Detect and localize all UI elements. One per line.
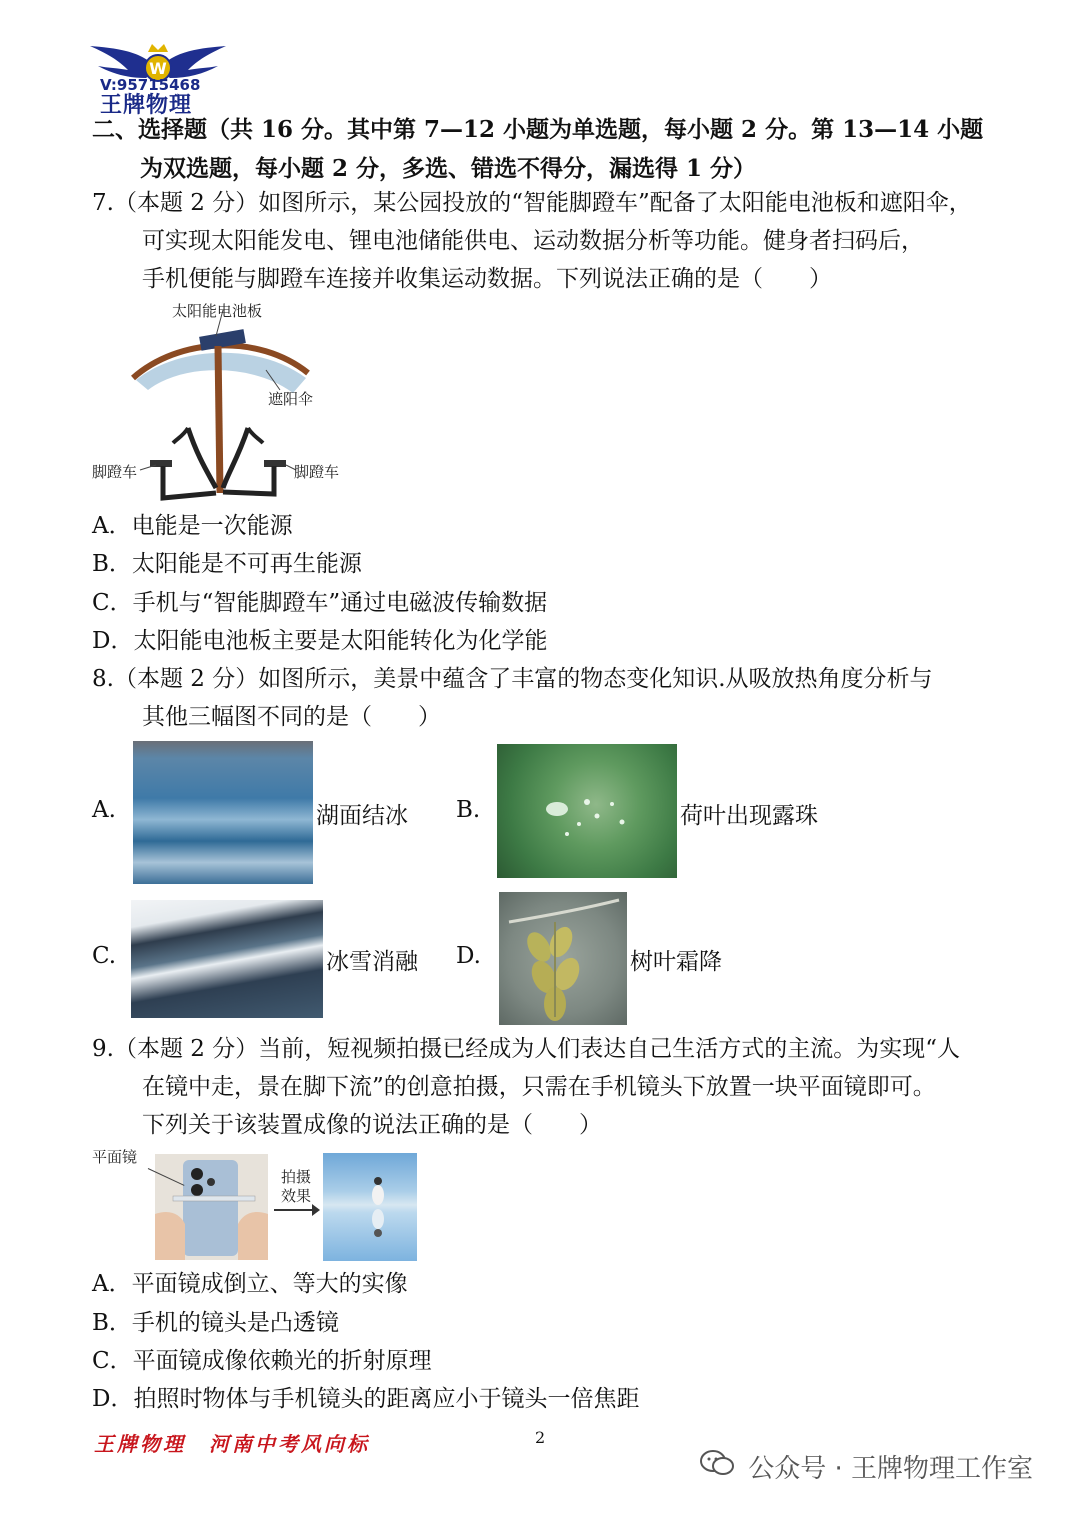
phone-mirror-icon [155, 1154, 268, 1260]
q8-option-b-letter[interactable]: B. [456, 797, 481, 823]
q9-line3: 下列关于该装置成像的说法正确的是（ ） [142, 1112, 602, 1138]
dew-drops-icon [497, 744, 677, 878]
photo-lotus-dew [497, 744, 677, 878]
reflection-figure-icon [323, 1153, 417, 1261]
logo-contact: V:95715468 [100, 76, 201, 94]
photo-ice-snow-melting [131, 900, 323, 1018]
q8-option-b-caption: 荷叶出现露珠 [680, 803, 818, 829]
label-umbrella: 遮阳伞 [268, 390, 314, 408]
question-8-stem [92, 660, 1012, 736]
q9-line1: 9.（本题 2 分）当前，短视频拍摄已经成为人们表达自己生活方式的主流。为实现“人 [92, 1036, 960, 1062]
q7-line1: 7.（本题 2 分）如图所示，某公园投放的“智能脚蹬车”配备了太阳能电池板和遮阳伞， [92, 190, 972, 216]
q9-line2: 在镜中走，景在脚下流”的创意拍摄，只需在手机镜头下放置一块平面镜即可。 [142, 1074, 936, 1100]
wechat-watermark [700, 1448, 1033, 1485]
q7-option-b[interactable]: B．太阳能是不可再生能源 [92, 551, 362, 577]
q8-option-c-caption: 冰雪消融 [326, 949, 418, 975]
photo-mirror-effect [323, 1153, 417, 1261]
q7-option-a[interactable]: A．电能是一次能源 [92, 513, 293, 539]
label-pedal-bike-right: 脚蹬车 [294, 463, 340, 481]
svg-text:W: W [149, 59, 167, 78]
section-heading [92, 110, 1012, 188]
logo-brand-text: 王牌物理 [100, 93, 193, 118]
page-number: 2 [535, 1428, 546, 1447]
label-effect: 效果 [281, 1187, 312, 1205]
q9-option-c[interactable]: C．平面镜成像依赖光的折射原理 [92, 1348, 432, 1374]
arrow-right-icon [312, 1204, 320, 1216]
q8-option-d-caption: 树叶霜降 [630, 949, 722, 975]
q9-option-d[interactable]: D．拍照时物体与手机镜头的距离应小于镜头一倍焦距 [92, 1386, 640, 1412]
q7-option-c[interactable]: C．手机与“智能脚蹬车”通过电磁波传输数据 [92, 590, 548, 616]
label-pedal-bike-left: 脚蹬车 [92, 463, 138, 481]
section-heading-line1: 二、选择题（共 16 分。其中第 7—12 小题为单选题，每小题 2 分。第 13—14 小题 [92, 116, 984, 143]
q9-option-a[interactable]: A．平面镜成倒立、等大的实像 [92, 1271, 408, 1297]
q7-line3: 手机便能与脚蹬车连接并收集运动数据。下列说法正确的是（ ） [142, 266, 832, 292]
photo-frost-leaves [499, 892, 627, 1025]
q7-figure-smart-pedal-bike [88, 298, 358, 508]
section-heading-line2: 为双选题，每小题 2 分，多选、错选不得分，漏选得 1 分） [140, 155, 757, 182]
photo-phone-with-mirror [155, 1154, 268, 1260]
q7-option-d[interactable]: D．太阳能电池板主要是太阳能转化为化学能 [92, 628, 548, 654]
q7-line2: 可实现太阳能发电、锂电池储能供电、运动数据分析等功能。健身者扫码后， [142, 228, 924, 254]
q9-option-b[interactable]: B．手机的镜头是凸透镜 [92, 1310, 339, 1336]
q8-option-d-letter[interactable]: D. [456, 943, 481, 969]
watermark-text: 公众号 · 王牌物理工作室 [748, 1454, 1034, 1484]
frosted-leaves-icon [499, 892, 627, 1025]
label-plane-mirror: 平面镜 [92, 1148, 138, 1166]
label-shooting: 拍摄 [281, 1168, 312, 1186]
label-solar-panel: 太阳能电池板 [172, 302, 263, 320]
photo-lake-freezing [133, 741, 313, 884]
q8-line2: 其他三幅图不同的是（ ） [142, 704, 441, 730]
brand-logo [88, 40, 228, 118]
q8-line1: 8.（本题 2 分）如图所示，美景中蕴含了丰富的物态变化知识.从吸放热角度分析与 [92, 666, 933, 692]
q8-option-a-caption: 湖面结冰 [316, 803, 408, 829]
question-7-stem [92, 184, 1012, 298]
question-9-stem [92, 1030, 1012, 1144]
q8-option-c-letter[interactable]: C. [92, 943, 117, 969]
footer-brand-slogan: 王牌物理 河南中考风向标 [94, 1432, 370, 1456]
q8-option-a-letter[interactable]: A. [92, 797, 116, 823]
wechat-icon [700, 1449, 734, 1484]
